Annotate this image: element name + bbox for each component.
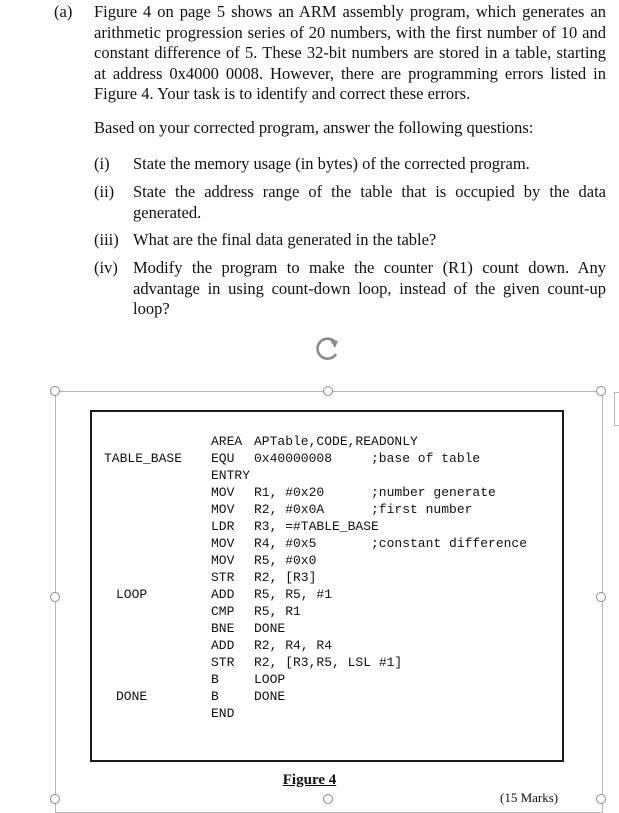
resize-handle-bottom-left[interactable] [50,794,60,804]
code-args: R5, #0x0 [254,553,317,568]
subquestion-ii [94,182,606,224]
code-op: EQU [211,451,235,466]
resize-handle-left[interactable] [50,592,60,602]
subquestion-number: (iii) [94,230,119,249]
subquestion-number: (i) [94,154,110,173]
resize-handle-right[interactable] [596,592,606,602]
resize-handle-bottom-right[interactable] [596,794,606,804]
code-label: DONE [116,689,148,704]
subquestion-iv [94,258,606,320]
code-args: R3, =#TABLE_BASE [254,519,379,534]
code-op: MOV [211,553,235,568]
subquestion-iii [94,230,606,251]
code-args: APTable,CODE,READONLY [254,434,418,449]
code-comment: ;constant difference [371,536,528,551]
code-op: ENTRY [211,468,251,483]
code-args: R5, R5, #1 [254,587,333,602]
code-op: CMP [211,604,235,619]
code-args: R1, #0x20 [254,485,325,500]
code-op: MOV [211,536,235,551]
code-comment: ;base of table [371,451,481,466]
resize-handle-top-right[interactable] [596,386,606,396]
marks-label: (15 Marks) [500,790,559,805]
code-args: R2, #0x0A [254,502,325,517]
resize-handle-top-left[interactable] [50,386,60,396]
layout-options-tab[interactable] [614,392,619,426]
question-paragraph: Figure 4 on page 5 shows an ARM assembly program, which generates an arithmetic progression series of 20 numbers, with the first number of 10 and constant difference of 5. These 32-bit numbers are stored in a table, starting at address 0x4000 0008. However, there are programming errors listed in Figure 4. Your task is to identify and correct these errors. [94,2,606,103]
code-args: R4, #0x5 [254,536,317,551]
code-figure [90,410,564,762]
figure-caption: Figure 4 [282,772,337,788]
rotate-handle-icon[interactable] [311,335,345,363]
subquestion-number: (ii) [94,182,115,201]
subquestion-number: (iv) [94,258,118,277]
resize-handle-bottom[interactable] [323,794,333,804]
code-op: LDR [211,519,235,534]
subquestion-text: State the address range of the table that is occupied by the data generated. [133,182,606,222]
subquestion-text: Modify the program to make the counter (R1) count down. Any advantage in using count-down loop, instead of the given count-up loop? [133,258,606,318]
code-label: TABLE_BASE [104,451,183,466]
code-comment: ;first number [371,502,473,517]
code-args: DONE [254,621,286,636]
code-args: 0x40000008 [254,451,333,466]
subquestion-text: What are the final data generated in the table? [133,230,437,249]
code-args: R2, [R3,R5, LSL #1] [254,655,403,670]
code-op: B [211,689,219,704]
code-label: LOOP [116,587,148,602]
subquestion-text: State the memory usage (in bytes) of the corrected program. [133,154,530,173]
code-op: BNE [211,621,235,636]
code-op: MOV [211,502,235,517]
code-op: AREA [211,434,243,449]
code-args: DONE [254,689,286,704]
code-comment: ;number generate [371,485,496,500]
code-op: B [211,672,219,687]
code-op: MOV [211,485,235,500]
code-op: STR [211,655,235,670]
code-args: LOOP [254,672,286,687]
subquestion-i [94,154,606,175]
code-op: END [211,706,235,721]
resize-handle-top[interactable] [323,386,333,396]
question-label: (a) [54,2,73,21]
code-op: STR [211,570,235,585]
code-op: ADD [211,587,235,602]
code-args: R2, R4, R4 [254,638,333,653]
questions-lead: Based on your corrected program, answer the following questions: [94,118,534,137]
code-args: R5, R1 [254,604,301,619]
code-op: ADD [211,638,235,653]
code-args: R2, [R3] [254,570,317,585]
